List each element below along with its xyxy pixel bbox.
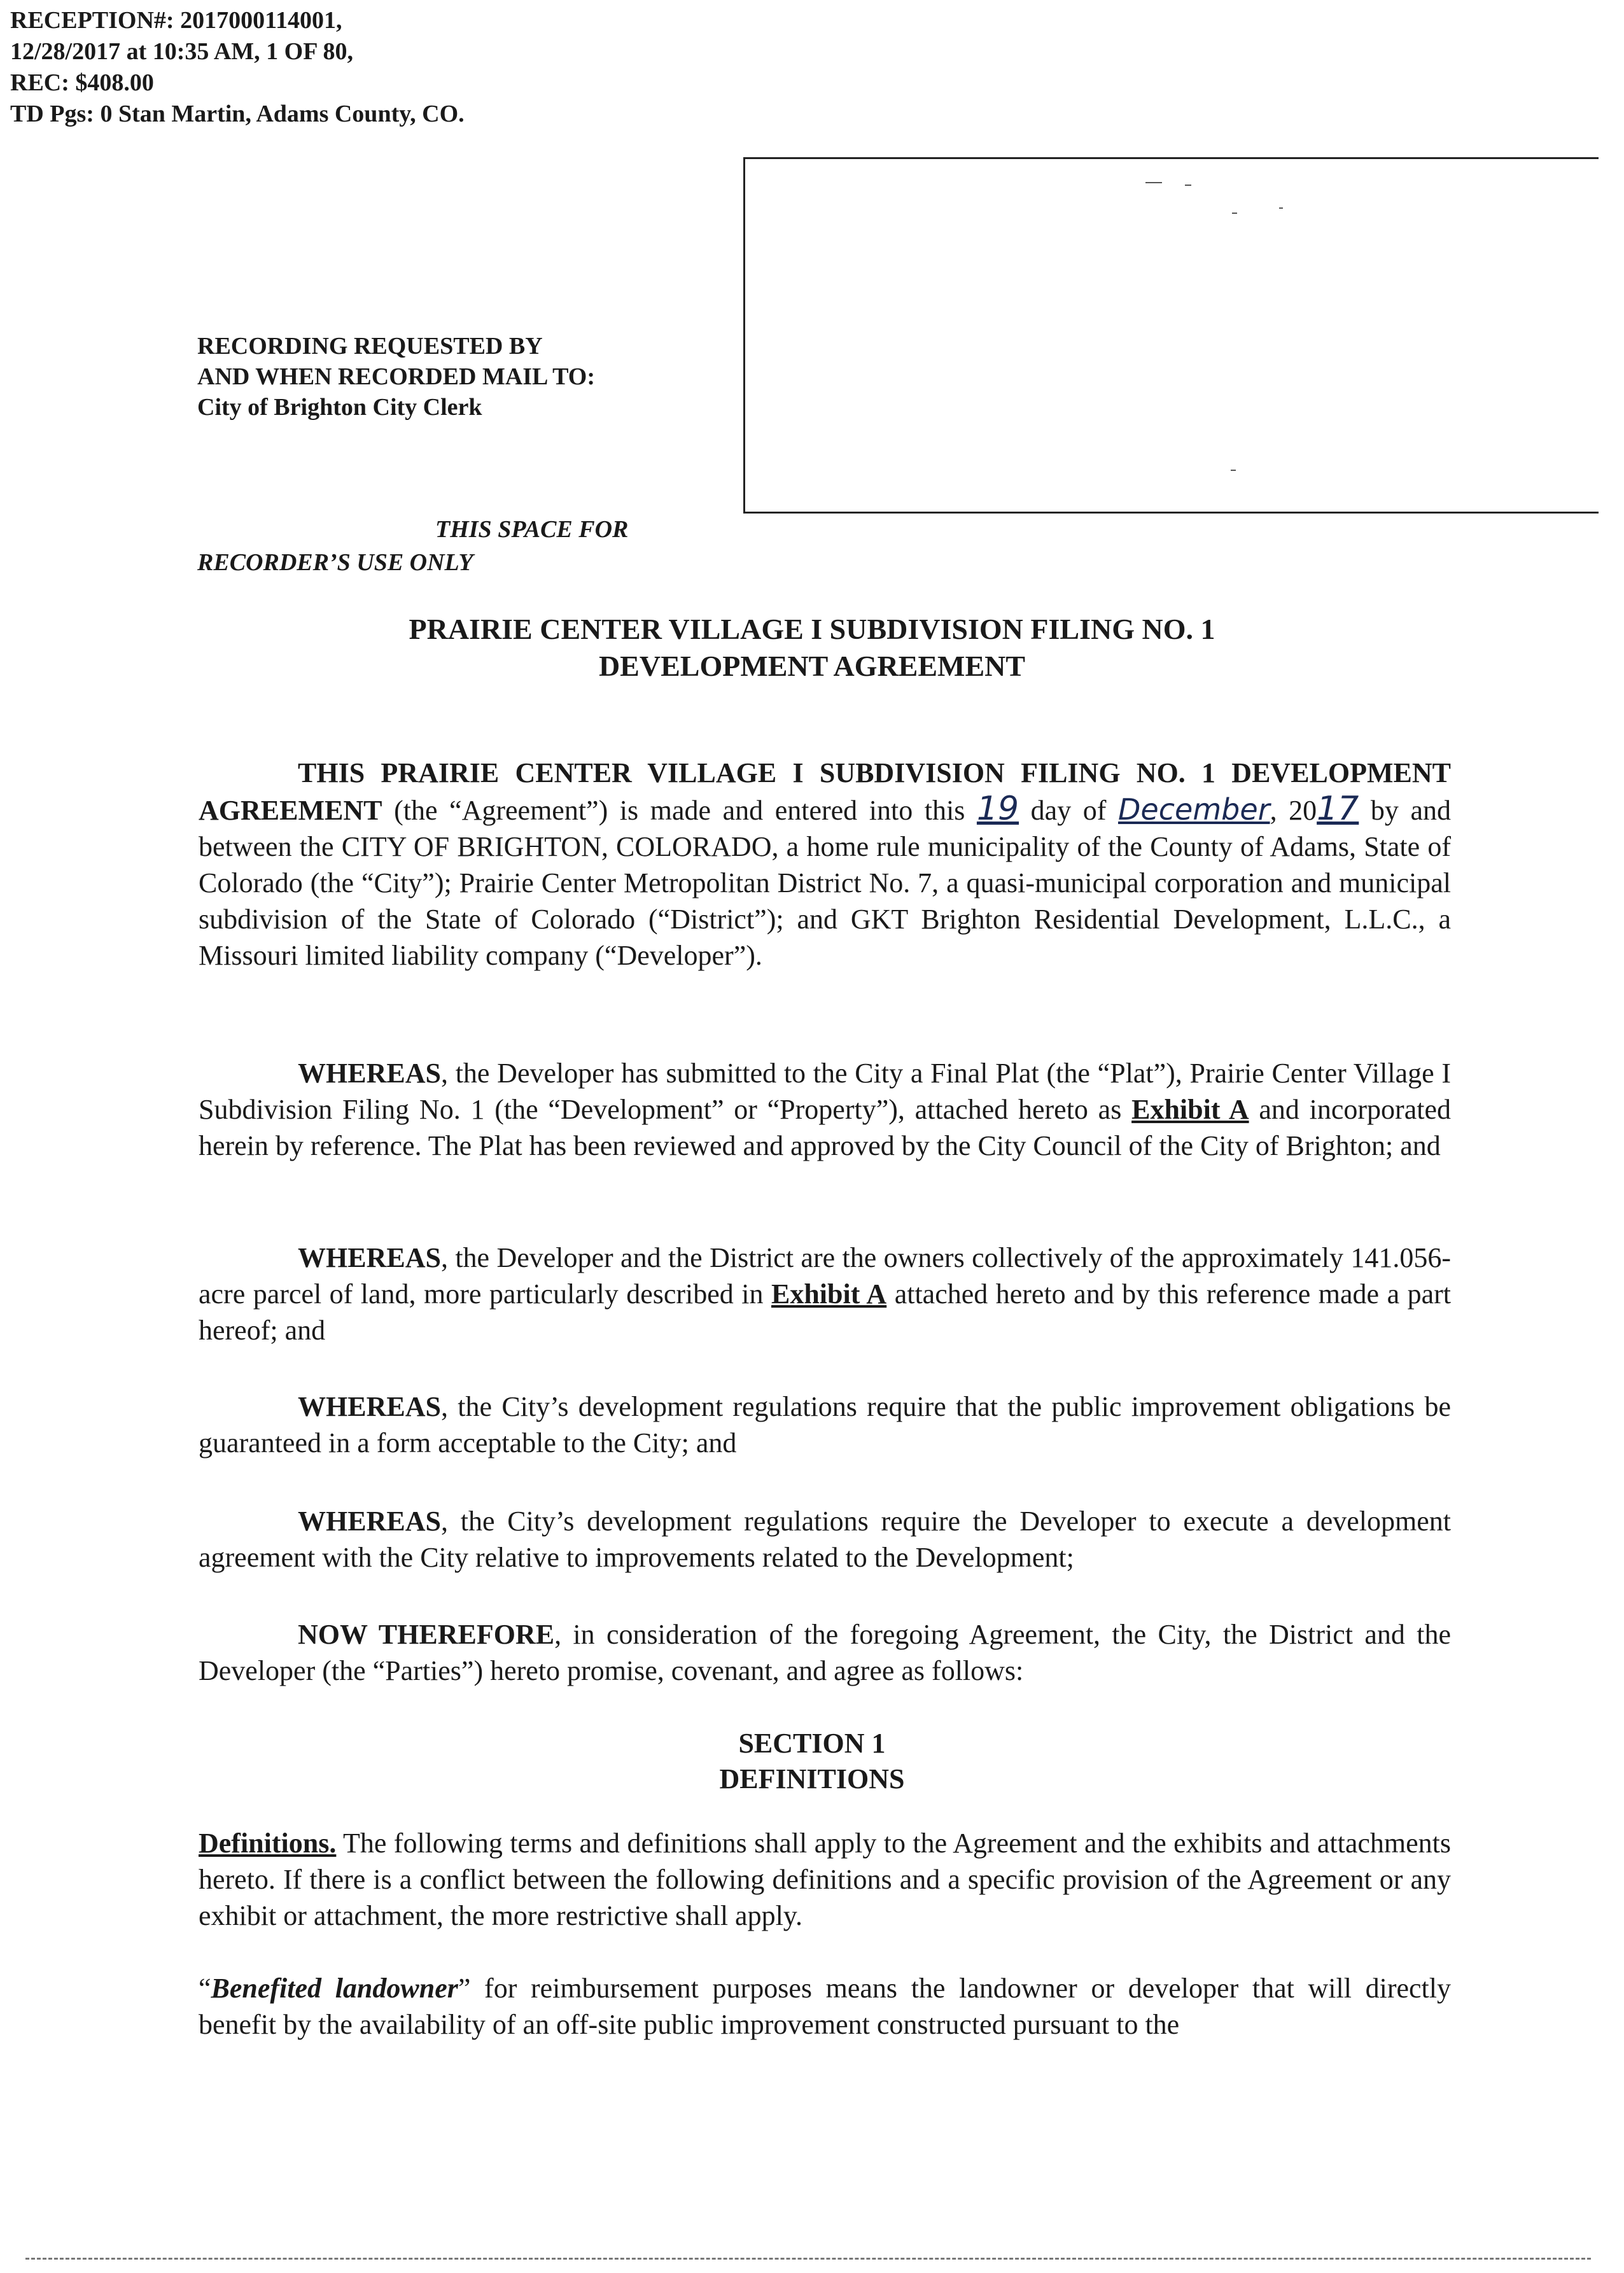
exhibit-a-reference: Exhibit A: [771, 1278, 887, 1310]
section-name: DEFINITIONS: [719, 1763, 905, 1794]
benefited-landowner-definition: [199, 1970, 1451, 2043]
whereas-text: attached hereto and by this reference made a part hereof; and: [199, 1278, 1451, 1346]
scan-edge-artifact: [25, 2258, 1591, 2260]
scan-speck: [1232, 213, 1237, 214]
whereas-paragraph: [199, 1240, 1451, 1348]
recorder-use-line1: THIS SPACE FOR: [435, 516, 629, 543]
recording-county: TD Pgs: 0 Stan Martin, Adams County, CO.: [10, 101, 465, 127]
now-therefore-lead: NOW THEREFORE: [298, 1619, 555, 1650]
scan-speck: [1145, 182, 1162, 183]
whereas-paragraph: [199, 1055, 1451, 1164]
definition-text: for reimbursement purposes means the landowner or developer that will directly benefit by the availability of an off-site public improvement constructed pursuant to the: [199, 1973, 1451, 2040]
intro-text-a: (the “Agreement”) is made and entered into this: [382, 795, 977, 826]
intro-text-b: day of: [1019, 795, 1119, 826]
intro-paragraph: [199, 755, 1451, 974]
recording-datetime: 12/28/2017 at 10:35 AM, 1 OF 80,: [10, 38, 353, 65]
whereas-text: and incorporated herein by reference. The Plat has been reviewed and approved by the City Council of the City of Brighton; and: [199, 1094, 1451, 1161]
now-therefore-text: , in consideration of the foregoing Agreement, the City, the District and the Developer (the “Parties”) hereto promise, covenant, and agree as follows:: [199, 1619, 1451, 1686]
intro-text-c: , 20: [1270, 795, 1317, 826]
whereas-lead: WHEREAS: [298, 1391, 441, 1422]
agreement-name: THIS PRAIRIE CENTER VILLAGE I SUBDIVISION FILING NO. 1 DEVELOPMENT AGREEMENT: [199, 757, 1451, 826]
whereas-paragraph: [199, 1503, 1451, 1576]
recording-header: [10, 5, 465, 130]
recording-requested-line1: RECORDING REQUESTED BY: [197, 333, 543, 360]
intro-text-d: by and between the CITY OF BRIGHTON, COLORADO, a home rule municipality of the County of Adams, State of Colorado (the “City”); Prairie Center Metropolitan District No. 7, a quasi-municipal corporation and municipal subdivision of the State of Colorado (“District”); and GKT Brighton Residential Development, L.L.C., a Missouri limited liability company (“Developer”).: [199, 795, 1451, 971]
recorder-use-box: [743, 157, 1599, 514]
recorder-use-line2: RECORDER’S USE ONLY: [197, 549, 473, 576]
whereas-text: , the City’s development regulations require that the public improvement obligations be guaranteed in a form acceptable to the City; and: [199, 1391, 1451, 1458]
whereas-lead: WHEREAS: [298, 1242, 441, 1273]
handwritten-year: 17: [1317, 790, 1359, 828]
whereas-lead: WHEREAS: [298, 1506, 441, 1537]
recording-mail-to: City of Brighton City Clerk: [197, 394, 482, 421]
open-quote: “: [199, 1973, 211, 2004]
defined-term: Benefited landowner: [211, 1973, 458, 2004]
whereas-text: , the City’s development regulations require the Developer to execute a development agreement with the City relative to improvements related to the Development;: [199, 1506, 1451, 1573]
recording-requested-block: [197, 331, 595, 423]
scan-speck: [1185, 185, 1191, 186]
section-heading: [0, 1726, 1624, 1797]
reception-number: RECEPTION#: 2017000114001,: [10, 7, 342, 34]
title-line2: DEVELOPMENT AGREEMENT: [598, 650, 1026, 682]
whereas-text: , the Developer and the District are the owners collectively of the approximately 141.056-acre parcel of land, more particularly described in: [199, 1242, 1451, 1310]
now-therefore-paragraph: [199, 1616, 1451, 1689]
scan-speck: [1279, 207, 1283, 209]
definitions-lead: Definitions.: [199, 1828, 337, 1859]
title-line1: PRAIRIE CENTER VILLAGE I SUBDIVISION FILING NO. 1: [409, 613, 1215, 645]
handwritten-month: December: [1118, 792, 1270, 827]
whereas-paragraph: [199, 1388, 1451, 1461]
whereas-lead: WHEREAS: [298, 1058, 441, 1089]
exhibit-a-reference: Exhibit A: [1131, 1094, 1249, 1125]
recording-requested-line2: AND WHEN RECORDED MAIL TO:: [197, 363, 595, 390]
close-quote: ”: [458, 1973, 471, 2004]
definitions-text: The following terms and definitions shall apply to the Agreement and the exhibits and attachments hereto. If there is a conflict between the following definitions and a specific provision of the Agreement or any exhibit or attachment, the more restrictive shall apply.: [199, 1828, 1451, 1931]
document-title: [0, 611, 1624, 685]
section-number: SECTION 1: [738, 1728, 886, 1759]
handwritten-day: 19: [976, 790, 1019, 828]
whereas-text: , the Developer has submitted to the City a Final Plat (the “Plat”), Prairie Center Village I Subdivision Filing No. 1 (the “Development” or “Property”), attached hereto as: [199, 1058, 1451, 1125]
definitions-paragraph: [199, 1825, 1451, 1934]
recording-fee: REC: $408.00: [10, 69, 154, 96]
scan-speck: [1231, 470, 1236, 471]
